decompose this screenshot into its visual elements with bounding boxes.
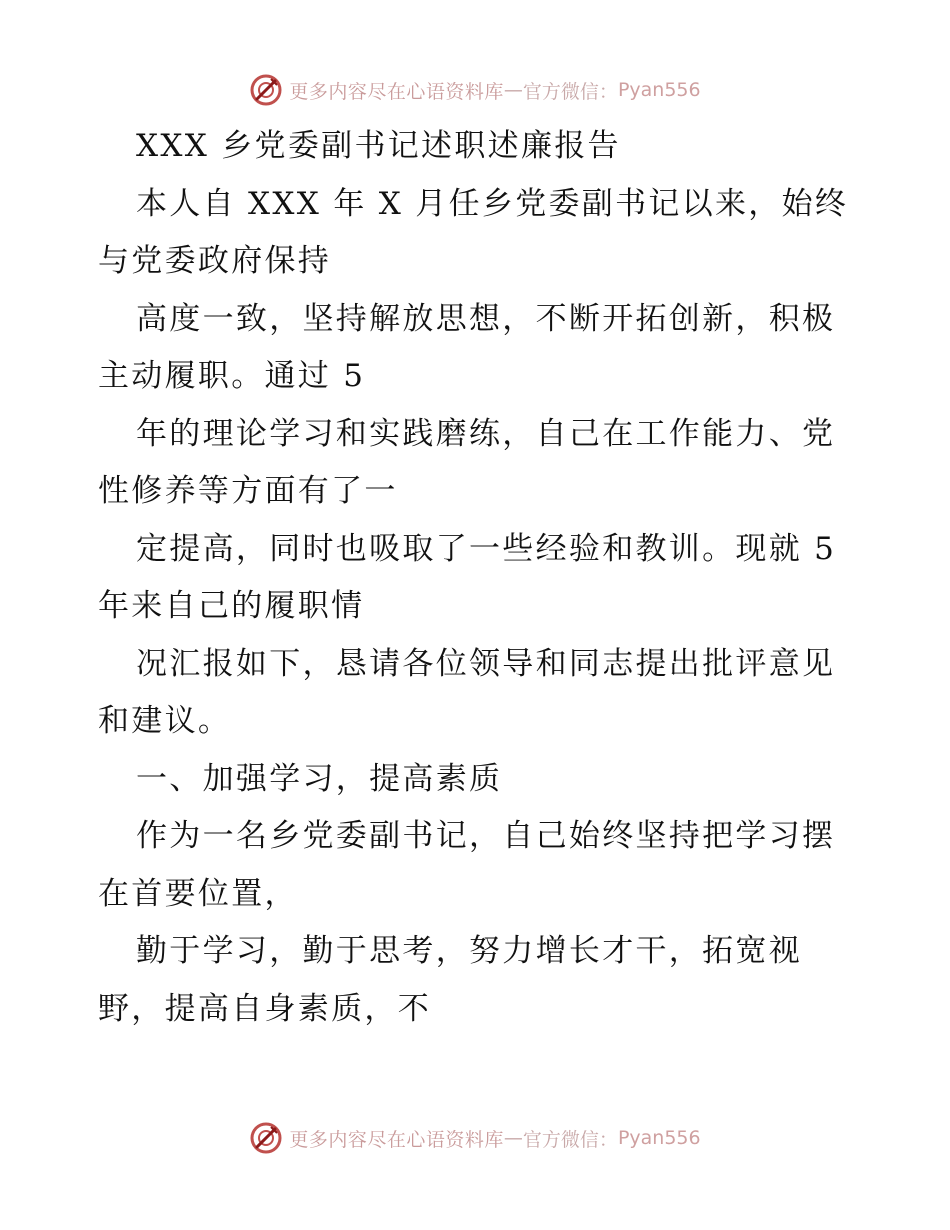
paragraph-line: 年的理论学习和实践磨练，自己在工作能力、党: [136, 415, 836, 452]
paragraph-line: 与党委政府保持: [98, 243, 332, 279]
brand-logo-icon: [249, 73, 283, 107]
brand-logo-icon: [249, 1121, 283, 1155]
watermark-site-text: 更多内容尽在心语资料库: [289, 80, 504, 103]
paragraph-line: 主动履职。通过 5: [98, 358, 366, 394]
header-watermark: [0, 70, 950, 110]
paragraph-line: 作为一名乡党委副书记，自己始终坚持把学习摆: [136, 818, 836, 854]
paragraph-line: 性修养等方面有了一: [98, 473, 398, 509]
document-title: XXX 乡党委副书记述职述廉报告: [136, 128, 621, 164]
paragraph-line: 勤于学习，勤于思考，努力增长才干，拓宽视: [136, 933, 802, 969]
paragraph-line: 定提高，同时也吸取了一些经验和教训。现就 5: [136, 530, 837, 567]
paragraph-line: 高度一致，坚持解放思想，不断开拓创新，积极: [136, 300, 836, 337]
watermark-site-text: 更多内容尽在心语资料库: [289, 1128, 504, 1151]
paragraph-line: 在首要位置，: [98, 875, 298, 912]
paragraph-line: 和建议。: [98, 703, 232, 739]
paragraph-line: 况汇报如下，恳请各位领导和同志提出批评意见: [136, 645, 836, 682]
paragraph-line: 野，提高自身素质，不: [98, 990, 431, 1027]
paragraph-line: 本人自 XXX 年 X 月任乡党委副书记以来，始终: [136, 185, 849, 222]
watermark-separator: —: [503, 79, 523, 101]
watermark-wechat-label: 官方微信：: [522, 80, 618, 103]
watermark-wechat-label: 官方微信：: [522, 1128, 618, 1151]
watermark-account: Pyan556: [617, 79, 701, 101]
watermark-account: Pyan556: [617, 1127, 701, 1149]
footer-watermark: [0, 1118, 950, 1158]
paragraph-line: 年来自己的履职情: [98, 588, 365, 624]
watermark-separator: —: [503, 1127, 523, 1149]
document-body: [98, 118, 858, 1038]
section-heading: 一、加强学习，提高素质: [136, 760, 503, 797]
